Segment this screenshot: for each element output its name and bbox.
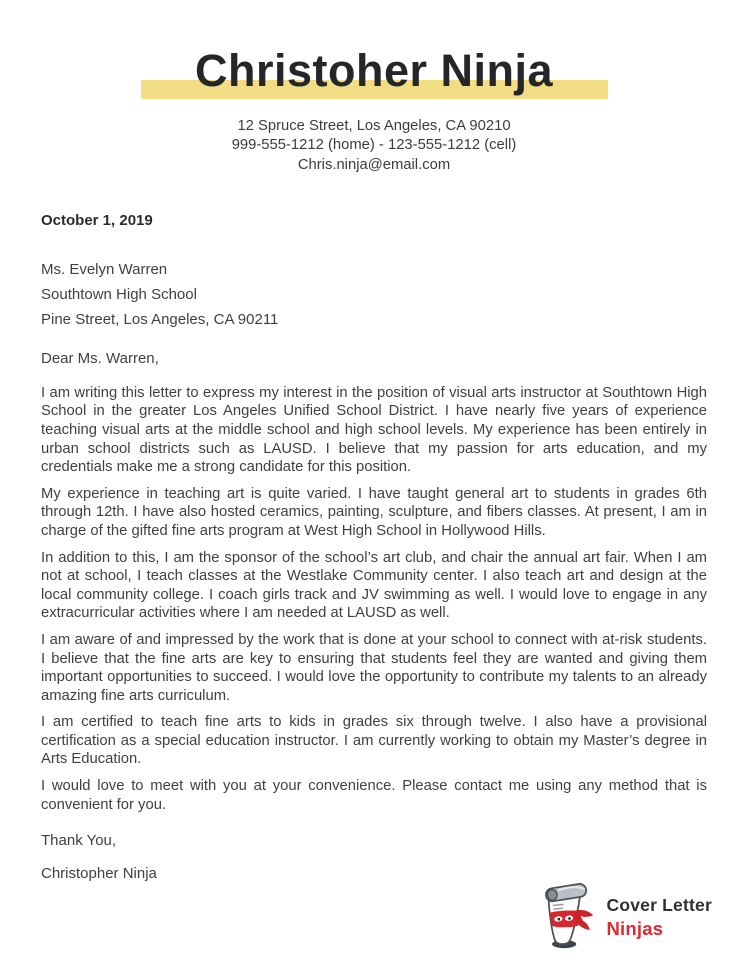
contact-address: 12 Spruce Street, Los Angeles, CA 90210 — [237, 118, 511, 134]
paragraph-school-fit: I am aware of and impressed by the work that is done at your school to connect with at-risk students. I believe that the fine arts are key to ensuring that students feel they are wanted and giving them important opportunities to succeed. I would love the opportunity to contribute my talents to an already amazing fine arts curriculum. — [41, 631, 707, 704]
letter-date: October 1, 2019 — [41, 211, 153, 229]
recipient-name: Ms. Evelyn Warren — [41, 260, 168, 278]
paragraph-intro: I am writing this letter to express my interest in the position of visual arts instructor at Southtown High School in the greater Los Angeles Unified School District. I have nearly five years of experience teaching visual arts at the middle school and high school levels. My experience has been entirely in urban school districts such as LAUSD. I believe that my passion for arts education, and my credentials make me a strong candidate for this position. — [41, 384, 707, 476]
recipient-block — [41, 257, 707, 333]
paragraph-certifications: I am certified to teach fine arts to kids in grades six through twelve. I also have a provisional certification as a special education instructor. I am currently working to obtain my Master’s degree in Arts Education. — [41, 714, 707, 768]
letter-header — [0, 0, 748, 175]
signature-name: Christopher Ninja — [41, 864, 157, 882]
contact-phones: 999-555-1212 (home) - 123-555-1212 (cell) — [231, 137, 517, 154]
salutation: Dear Ms. Warren, — [41, 349, 159, 367]
paragraph-experience: My experience in teaching art is quite varied. I have taught general art to students in grades 6th through 12th. I have also hosted ceramics, painting, sculpture, and fibers classes. At present, I am in charge of the gifted fine arts program at West High School in Hollywood Hills. — [41, 485, 707, 539]
letter-body — [0, 211, 748, 884]
ninja-scroll-mascot-icon — [540, 882, 598, 952]
logo-text-ninjas: Ninjas — [606, 918, 664, 939]
applicant-name: Christoher Ninja — [194, 45, 554, 96]
paragraph-call-to-action: I would love to meet with you at your convenience. Please contact me using any method that is convenient for you. — [41, 778, 707, 813]
recipient-organization: Southtown High School — [41, 286, 197, 304]
contact-info-block — [0, 117, 748, 175]
cover-letter-ninjas-logo — [540, 882, 713, 952]
closing: Thank You, — [41, 832, 117, 850]
logo-text-cover-letter: Cover Letter — [606, 895, 712, 915]
recipient-address: Pine Street, Los Angeles, CA 90211 — [41, 311, 279, 329]
contact-email: Chris.ninja@email.com — [297, 156, 451, 173]
paragraph-extracurricular: In addition to this, I am the sponsor of the school’s art club, and chair the annual art fair. When I am not at school, I teach classes at the Westlake Community center. I also teach art and design at the local community college. I coach girls track and JV swimming as well. I would love to engage in any extracurricular activities where I am needed at LAUSD as well. — [41, 549, 707, 622]
logo-wordmark — [607, 894, 713, 940]
